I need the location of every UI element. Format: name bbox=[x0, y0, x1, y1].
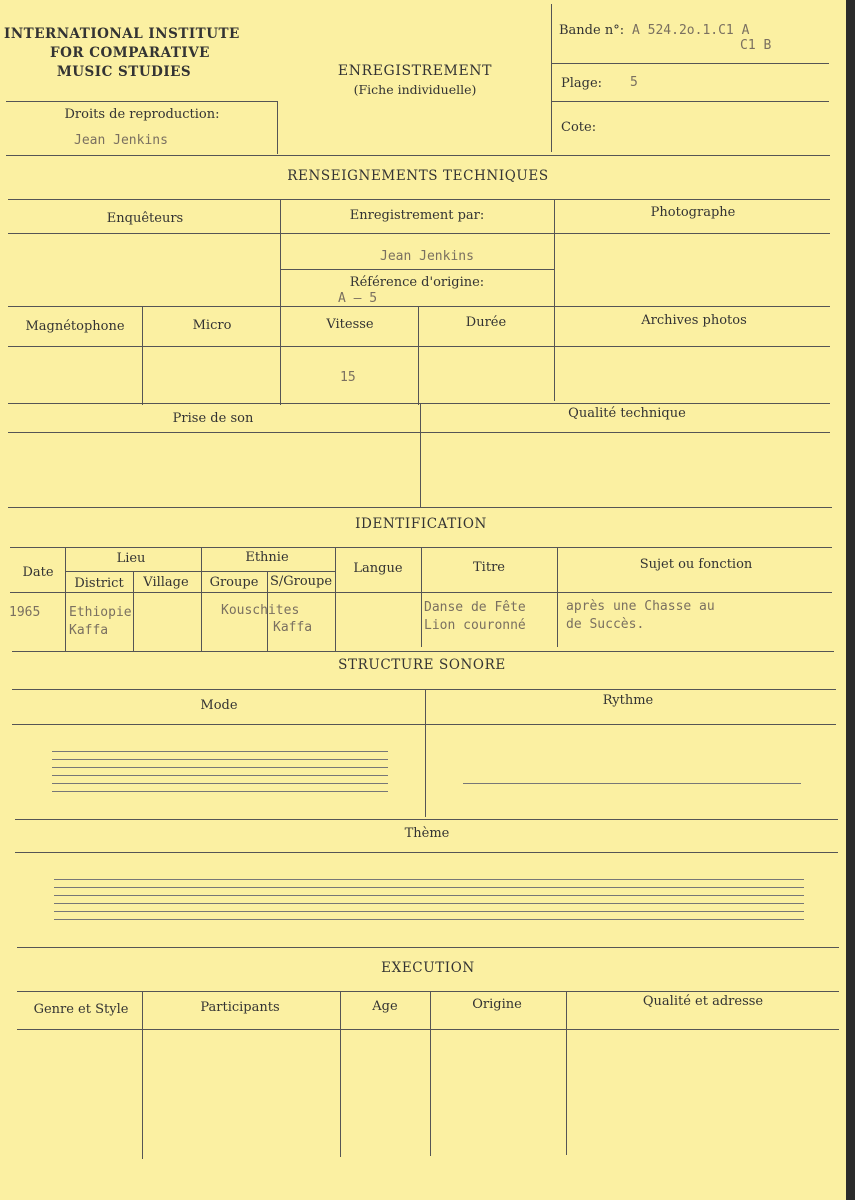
rule bbox=[12, 689, 836, 690]
droits-value: Jean Jenkins bbox=[74, 133, 168, 148]
ident-heading: IDENTIFICATION bbox=[355, 516, 487, 532]
rule bbox=[12, 724, 836, 725]
rule bbox=[201, 547, 202, 651]
rule bbox=[15, 852, 838, 853]
reference-value: A – 5 bbox=[338, 291, 378, 306]
groupe-label: Groupe bbox=[209, 575, 259, 590]
rule bbox=[280, 269, 554, 270]
enregistrement-par-label: Enregistrement par: bbox=[349, 208, 485, 223]
staff-line bbox=[54, 911, 804, 912]
plage-value: 5 bbox=[630, 75, 638, 90]
cote-label: Cote: bbox=[561, 120, 597, 135]
rule bbox=[8, 346, 830, 347]
langue-label: Langue bbox=[353, 561, 403, 576]
prise-label: Prise de son bbox=[172, 411, 254, 426]
form-subtitle: (Fiche individuelle) bbox=[353, 82, 477, 97]
archives-label: Archives photos bbox=[641, 313, 747, 328]
rule bbox=[557, 547, 558, 647]
rythme-line bbox=[463, 783, 801, 784]
duree-label: Durée bbox=[465, 315, 507, 330]
rule bbox=[142, 306, 143, 405]
rule bbox=[566, 991, 567, 1155]
rule bbox=[8, 199, 830, 200]
institute-line-1: INTERNATIONAL INSTITUTE bbox=[4, 26, 240, 42]
titre-label: Titre bbox=[473, 560, 505, 575]
rule bbox=[12, 651, 834, 652]
sujet-value-1: après une Chasse au bbox=[566, 599, 715, 614]
qualite-adresse-label: Qualité et adresse bbox=[642, 994, 764, 1009]
participants-label: Participants bbox=[200, 1000, 280, 1015]
rythme-label: Rythme bbox=[602, 693, 654, 708]
micro-label: Micro bbox=[192, 318, 232, 333]
rule bbox=[6, 101, 277, 102]
enregistrement-value: Jean Jenkins bbox=[380, 249, 474, 264]
rule bbox=[133, 571, 134, 651]
rule bbox=[418, 306, 419, 405]
rule bbox=[8, 233, 830, 234]
district-value-1: Ethiopie bbox=[69, 605, 132, 620]
village-label: Village bbox=[143, 575, 189, 590]
staff-line bbox=[54, 919, 804, 920]
staff-line bbox=[54, 895, 804, 896]
form-title: ENREGISTREMENT bbox=[337, 63, 493, 79]
magnetophone-label: Magnétophone bbox=[25, 319, 125, 334]
rule bbox=[425, 689, 426, 817]
rule bbox=[17, 947, 839, 948]
rule bbox=[10, 592, 832, 593]
bande-value: A 524.2o.1.C1 A bbox=[632, 23, 750, 38]
groupe-value: Kouschites bbox=[221, 603, 300, 618]
titre-value-1: Danse de Fête bbox=[424, 600, 526, 615]
rule bbox=[17, 1029, 839, 1030]
rule bbox=[8, 432, 830, 433]
rule bbox=[420, 403, 421, 507]
reference-label: Référence d'origine: bbox=[349, 275, 485, 290]
rule bbox=[65, 571, 335, 572]
rule bbox=[280, 199, 281, 405]
photographe-label: Photographe bbox=[650, 205, 736, 220]
district-value-2: Kaffa bbox=[69, 623, 109, 638]
rule bbox=[551, 4, 552, 152]
staff-line bbox=[52, 783, 388, 784]
enqueteurs-label: Enquêteurs bbox=[106, 211, 184, 226]
rule bbox=[142, 991, 143, 1159]
rule bbox=[65, 547, 66, 651]
rule bbox=[15, 819, 838, 820]
staff-line bbox=[52, 751, 388, 752]
ethnie-label: Ethnie bbox=[245, 550, 289, 565]
rule bbox=[551, 63, 829, 64]
bande-label: Bande n°: bbox=[559, 23, 625, 38]
institute-line-3: MUSIC STUDIES bbox=[56, 64, 192, 80]
rule bbox=[430, 991, 431, 1156]
droits-label: Droits de reproduction: bbox=[64, 107, 220, 122]
age-label: Age bbox=[372, 999, 398, 1014]
staff-line bbox=[52, 775, 388, 776]
sgroupe-label: S/Groupe bbox=[269, 574, 333, 589]
structure-heading: STRUCTURE SONORE bbox=[338, 657, 506, 673]
execution-heading: EXECUTION bbox=[381, 960, 475, 976]
rule bbox=[277, 101, 278, 154]
plage-label: Plage: bbox=[561, 76, 603, 91]
rule bbox=[421, 547, 422, 647]
sgroupe-value: Kaffa bbox=[273, 620, 313, 635]
card-edge-shadow bbox=[846, 0, 855, 1200]
rule bbox=[335, 547, 336, 651]
rule bbox=[554, 199, 555, 401]
theme-label: Thème bbox=[404, 826, 450, 841]
sujet-value-2: de Succès. bbox=[566, 617, 645, 632]
staff-line bbox=[54, 903, 804, 904]
staff-line bbox=[52, 791, 388, 792]
date-value: 1965 bbox=[9, 605, 41, 620]
vitesse-label: Vitesse bbox=[326, 317, 374, 332]
vitesse-value: 15 bbox=[340, 370, 356, 385]
staff-line bbox=[52, 767, 388, 768]
mode-label: Mode bbox=[200, 698, 238, 713]
tech-heading: RENSEIGNEMENTS TECHNIQUES bbox=[287, 168, 549, 184]
rule bbox=[6, 155, 830, 156]
rule bbox=[8, 507, 832, 508]
staff-line bbox=[54, 887, 804, 888]
genre-label: Genre et Style bbox=[33, 1002, 129, 1017]
rule bbox=[8, 306, 830, 307]
district-label: District bbox=[74, 576, 124, 591]
sujet-label: Sujet ou fonction bbox=[639, 557, 753, 572]
origine-label: Origine bbox=[472, 997, 522, 1012]
titre-value-2: Lion couronné bbox=[424, 618, 526, 633]
staff-line bbox=[52, 759, 388, 760]
bande-value-2: C1 B bbox=[740, 38, 772, 53]
rule bbox=[17, 991, 839, 992]
staff-line bbox=[54, 879, 804, 880]
rule bbox=[8, 403, 830, 404]
institute-line-2: FOR COMPARATIVE bbox=[50, 45, 210, 61]
qualite-label: Qualité technique bbox=[568, 406, 686, 421]
date-label: Date bbox=[22, 565, 54, 580]
rule bbox=[340, 991, 341, 1157]
lieu-label: Lieu bbox=[116, 551, 146, 566]
rule bbox=[551, 101, 829, 102]
